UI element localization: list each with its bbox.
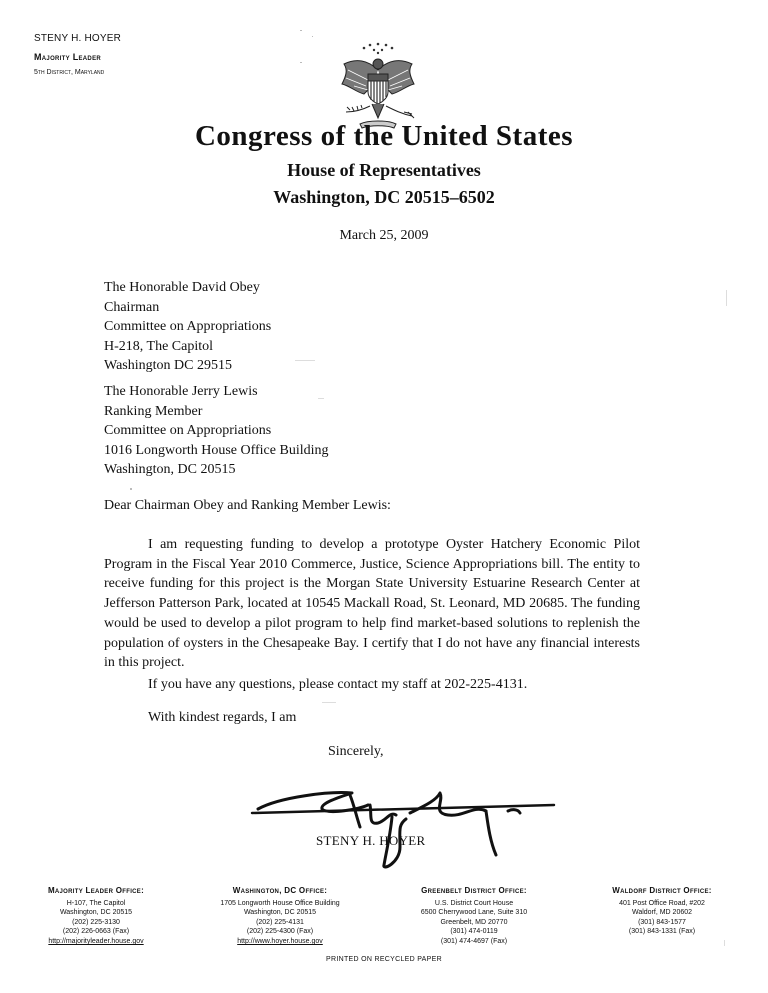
address-line: Ranking Member xyxy=(104,403,203,419)
scan-speck xyxy=(130,488,132,490)
scan-speck xyxy=(726,290,727,306)
office-line: Washington, DC 20515 xyxy=(243,909,317,917)
office-line: Greenbelt, MD 20770 xyxy=(440,918,508,926)
office-line: Washington, DC 20515 xyxy=(59,909,133,917)
office-washington xyxy=(196,886,364,947)
office-link[interactable]: http://www.hoyer.house.gov xyxy=(237,937,323,945)
office-line: (301) 843-1577 xyxy=(638,918,686,926)
city-line: Washington, DC 20515–6502 xyxy=(273,187,495,207)
scan-speck xyxy=(300,30,302,31)
office-link[interactable]: http://majorityleader.house.gov xyxy=(48,937,144,945)
body-paragraph: I am requesting funding to develop a prototype Oyster Hatchery Economic Pilot Program in the Fiscal Year 2010 Commerce, Justice, Science Appropriations bill. The entity to receive funding for this project is the Morgan State University Estuarine Research Center at Jefferson Patterson Park, located at 10545 Mackall Road, St. Leonard, MD 20685. The funding would be used to develop a pilot program to help find market-based solutions to replenish the population of oysters in the Chesapeake Bay. I certify that I do not have any financial interests in this project. xyxy=(104,537,640,671)
scan-speck xyxy=(724,940,725,946)
address-line: Chairman xyxy=(104,299,160,315)
sender-district: 5th District, Maryland xyxy=(34,69,105,76)
questions-line: If you have any questions, please contact my staff at 202-225-4131. xyxy=(148,677,528,692)
signer-name: STENY H. HOYER xyxy=(316,833,426,848)
address-line: Washington DC 29515 xyxy=(104,358,232,373)
office-line: (301) 843-1331 (Fax) xyxy=(628,928,696,936)
address-line: H-218, The Capitol xyxy=(104,338,214,354)
office-line: (202) 225-3130 xyxy=(72,918,120,926)
letter-date: March 25, 2009 xyxy=(339,228,429,243)
office-line: (301) 474-0119 xyxy=(450,928,498,936)
office-line: Waldorf, MD 20602 xyxy=(631,909,693,917)
office-name: Washington, DC Office: xyxy=(232,886,328,895)
office-line: U.S. District Court House xyxy=(434,899,514,907)
scan-speck xyxy=(318,398,324,399)
office-majority-leader xyxy=(22,886,170,947)
scan-speck xyxy=(322,702,336,703)
recycled-paper-note: PRINTED ON RECYCLED PAPER xyxy=(326,956,442,963)
office-line: (301) 474-4697 (Fax) xyxy=(440,937,508,945)
address-line: Committee on Appropriations xyxy=(104,423,272,438)
closing: Sincerely, xyxy=(328,744,384,759)
office-line: (202) 225-4131 xyxy=(256,918,304,926)
office-name: Majority Leader Office: xyxy=(47,886,145,895)
recipient-address-obey xyxy=(104,278,271,376)
recipient-address-lewis xyxy=(104,382,329,480)
office-line: (202) 226-0663 (Fax) xyxy=(62,928,130,936)
office-line: 401 Post Office Road, #202 xyxy=(619,899,705,907)
office-name: Waldorf District Office: xyxy=(612,886,712,895)
salutation: Dear Chairman Obey and Ranking Member Lewis: xyxy=(104,498,391,513)
office-name: Greenbelt District Office: xyxy=(421,886,527,895)
sender-name: STENY H. HOYER xyxy=(34,33,122,44)
office-line: 1705 Longworth House Office Building xyxy=(220,899,340,907)
handwritten-signature xyxy=(250,775,560,870)
office-waldorf xyxy=(582,886,742,937)
address-line: Committee on Appropriations xyxy=(104,319,272,334)
address-line: The Honorable Jerry Lewis xyxy=(104,384,258,399)
regards-line: With kindest regards, I am xyxy=(148,710,297,725)
scan-speck xyxy=(312,36,313,37)
office-line: H-107, The Capitol xyxy=(66,899,126,907)
address-line: 1016 Longworth House Office Building xyxy=(104,442,329,458)
office-line: (202) 225-4300 (Fax) xyxy=(246,928,314,936)
address-line: Washington, DC 20515 xyxy=(104,462,236,477)
sender-title: Majority Leader xyxy=(34,52,102,62)
scan-speck xyxy=(295,360,315,361)
office-greenbelt xyxy=(398,886,550,947)
scan-speck xyxy=(300,62,302,63)
office-line: 6500 Cherrywood Lane, Suite 310 xyxy=(420,909,528,917)
house-line: House of Representatives xyxy=(287,160,481,180)
address-line: The Honorable David Obey xyxy=(104,280,260,295)
congress-title: Congress of the United States xyxy=(194,120,574,152)
